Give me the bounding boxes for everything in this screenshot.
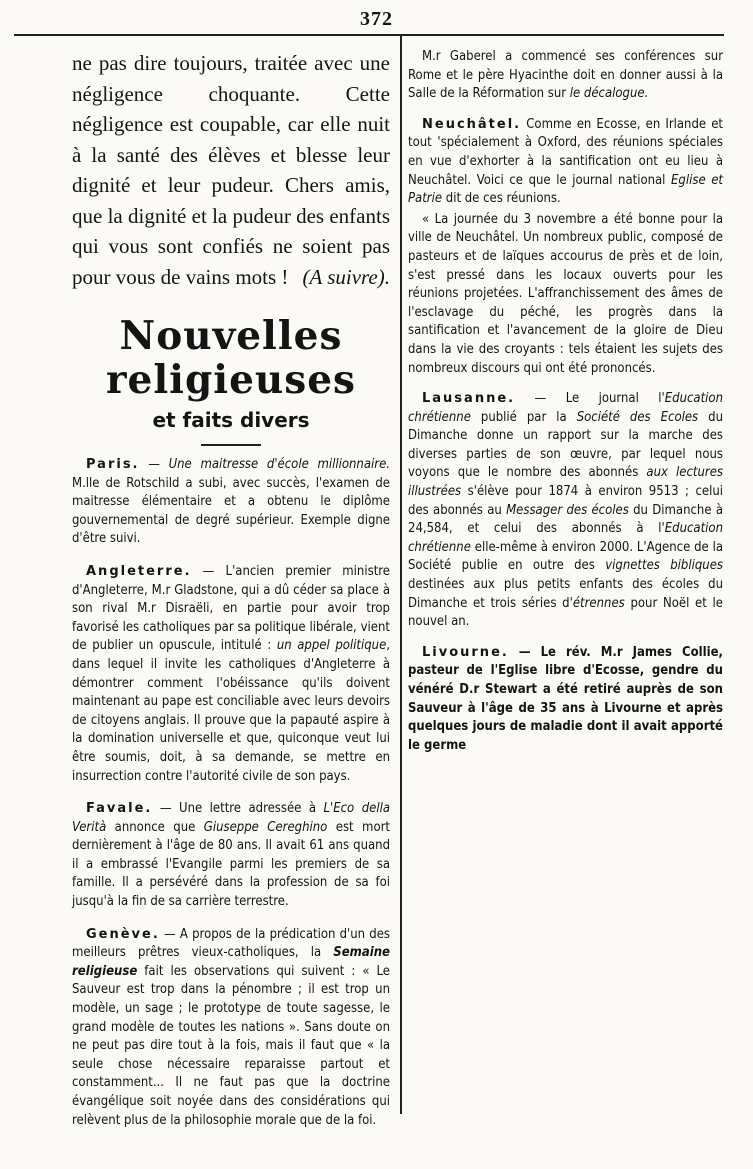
place-heading: Lausanne.: [422, 391, 516, 407]
to-follow-note: (A suivre).: [302, 264, 390, 289]
title-rule: [201, 444, 261, 446]
news-item-lausanne: Lausanne. — Le journal l'Education chrétienne publié par la Société des Ecoles du Dimanche donne un rapport sur la marche des diverses parties de son œuvre, par lequel nous voyons que le nombre des abonnés aux lectures illustrées s'élève pour 1874 à environ 9513 ; celui des abonnés au Messager des écoles du Dimanche à 24,584, et celui des abonnés à l'Education chrétienne elle-même à environ 2000. L'Agence de la Société publie en outre des vignettes bibliques destinées aux plus petits enfants des écoles du Dimanche et trois séries d'étrennes pour Noël et le nouvel an.: [408, 391, 724, 630]
place-heading: Neuchâtel.: [422, 116, 522, 132]
neuchatel-quote: « La journée du 3 novembre a été bonne pour la ville de Neuchâtel. Un nombreux public, composé de pasteurs et de laïques accourus de près et de loin, s'est pressé dans les locaux ouverts pour les réunions projetées. L'affranchissement des âmes de l'esclavage du péché, les progrès dans la santification et l'avancement de la gloire de Dieu dans la vie des croyants : tels étaient les sujets des nombreux discours qui ont été prononcés.: [408, 211, 723, 376]
news-item-geneve: Genève. — A propos de la prédication d'un des meilleurs prêtres vieux-catholiques, la Semaine religieuse fait les observations qui suivent : « Le Sauveur est trop dans la pénombre ; il est trop un modèle, un sage ; le prototype de toute sagesse, le grand modèle de toutes les nations ». Sans doute on ne peut pas dire tout à la fois, mais il faut que « la seule chose nécessaire reparaisse partout et constamment... Il ne faut pas que la doctrine évangélique soit noyée dans des considérations qui relèvent plus de la philosophie morale que de la foi.: [72, 926, 390, 1128]
column-divider: [400, 34, 402, 1114]
intro-text: ne pas dire toujours, traitée avec une négligence choquante. Cette négligence est coupable, car elle nuit à la santé des élèves et blesse leur dignité et leur pudeur. Chers amis, que la dignité et la pudeur des enfants qui vous sont confiés ne soient pas pour vous de vains mots !: [72, 51, 390, 289]
news-item-gaberel: M.r Gaberel a commencé ses conférences sur Rome et le père Hyacinthe doit en donner aussi à la Salle de la Réformation sur le décalogue.: [408, 49, 723, 102]
news-item-neuchatel: Neuchâtel. Comme en Ecosse, en Irlande et tout 'spécialement à Oxford, des réunions spéciales en vue d'exhorter à la santification ont eu lieu à Neuchâtel. Voici ce que le journal national Eglise et Patrie dit de ces réunions.: [408, 116, 724, 207]
place-heading: Angleterre.: [86, 563, 192, 579]
news-item-favale: Favale. — Une lettre adressée à L'Eco della Verità annonce que Giuseppe Cereghino est mort dernièrement à l'âge de 80 ans. Il avait 61 ans quand il a embrassé l'Evangile parmi les premiers de sa famille. Il a persévéré dans la profession de sa foi jusqu'à la fin de sa carrière terrestre.: [72, 801, 390, 910]
section-title: Nouvelles religieuses: [106, 313, 356, 403]
left-column: [72, 48, 390, 1128]
place-heading: Genève.: [86, 926, 160, 942]
news-item-paris: Paris. — Une maitresse d'école millionnaire. M.lle de Rotschild a subi, avec succès, l'examen de maitresse élémentaire et a obtenu le diplôme gouvernemental de degré supérieur. Exemple digne d'être suivi.: [72, 457, 390, 547]
news-item-angleterre: Angleterre. — L'ancien premier ministre d'Angleterre, M.r Gladstone, qui a dû céder sa place à son rival M.r Disraëli, en partie pour avoir trop favorisé les catholiques par sa politique libérale, vient de publier un opuscule, intitulé : un appel politique, dans lequel il invite les catholiques d'Angleterre à démontrer comment l'obéissance qu'ils doivent maintenant au pape est conciliable avec leurs devoirs de citoyens anglais. Il prouve que la papauté aspire à la domination universelle et que, quiconque veut lui être soumis, doit, à sa demande, se mettre en insurrection contre l'autorité civile de son pays.: [72, 563, 390, 784]
header-rule: [14, 34, 724, 36]
section-subtitle: et faits divers: [152, 408, 310, 432]
right-column: [408, 48, 723, 1116]
place-heading: Paris.: [86, 457, 140, 472]
place-heading: Livourne.: [422, 644, 509, 660]
page-number: 372: [360, 8, 393, 30]
news-item-livourne: Livourne. — Le rév. M.r James Collie, pasteur de l'Eglise libre d'Ecosse, gendre du vénéré D.r Stewart a été retiré auprès de son Sauveur à l'âge de 35 ans à Livourne et après quelques jours de maladie dont il avait apporté le germe: [408, 644, 723, 753]
intro-paragraph: [72, 48, 390, 292]
place-heading: Favale.: [86, 801, 153, 817]
